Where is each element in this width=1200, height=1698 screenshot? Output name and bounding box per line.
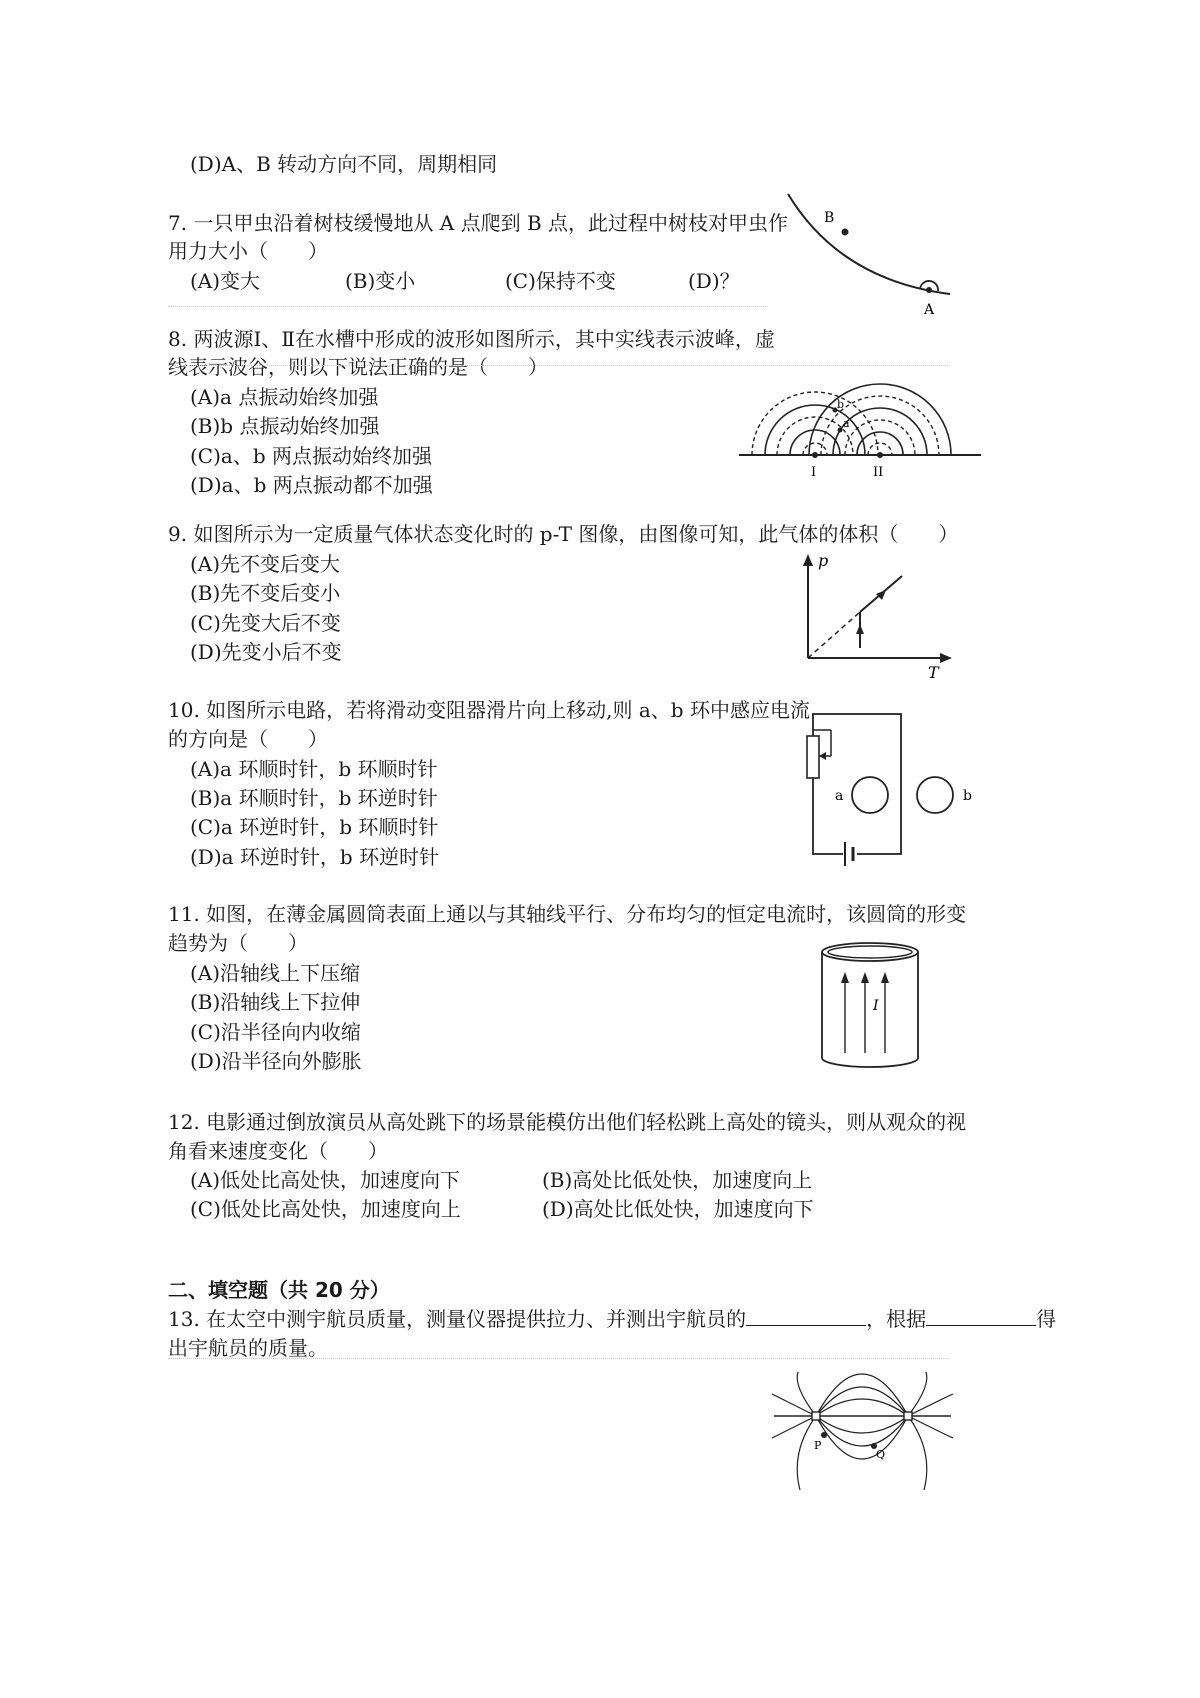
q8-label-source-ii: II [873, 465, 884, 480]
q8-wave-figure [735, 375, 985, 485]
q13-label-p: P [814, 1439, 822, 1452]
q13-stem-line1 [168, 1305, 1056, 1333]
q8-stem-line1: 8. 两波源Ⅰ、Ⅱ在水槽中形成的波形如图所示，其中实线表示波峰，虚 [168, 327, 775, 351]
q10-option-a: (A)a 环顺时针，b 环顺时针 [190, 757, 438, 781]
q7-stem-line1: 7. 一只甲虫沿着树枝缓慢地从 A 点爬到 B 点，此过程中树枝对甲虫作 [168, 211, 789, 235]
q12-option-b: (B)高处比低处快，加速度向上 [542, 1168, 813, 1192]
q8-label-b: b [837, 398, 845, 411]
q7-label-b: B [824, 210, 835, 226]
q10-circuit-figure [795, 708, 985, 868]
q10-label-a: a [835, 788, 844, 804]
q9-option-d: (D)先变小后不变 [190, 640, 342, 664]
q13-text-part1: 13. 在太空中测宇航员质量，测量仪器提供拉力、并测出宇航员的 [168, 1307, 747, 1331]
q11-option-b: (B)沿轴线上下拉伸 [190, 990, 361, 1014]
q10-option-b: (B)a 环顺时针，b 环逆时针 [190, 786, 438, 810]
q11-label-current: I [873, 998, 879, 1014]
q9-yaxis-label: p [818, 552, 829, 570]
q9-option-b: (B)先不变后变小 [190, 581, 341, 605]
q11-stem-line1: 11. 如图，在薄金属圆筒表面上通以与其轴线平行、分布均匀的恒定电流时，该圆筒的形变 [168, 902, 967, 926]
q7-divider [168, 306, 768, 307]
q13-blank-2[interactable] [926, 1307, 1036, 1326]
q13-blank-1[interactable] [746, 1307, 866, 1326]
q7-stem-line2: 用力大小（ ） [168, 239, 328, 263]
section-2-heading: 二、填空题（共 20 分） [168, 1278, 390, 1302]
q12-option-d: (D)高处比低处快，加速度向下 [542, 1197, 814, 1221]
q9-xaxis-label: T [928, 663, 939, 682]
q9-option-a: (A)先不变后变大 [190, 552, 341, 576]
q13-text-part2: ，根据 [866, 1307, 927, 1331]
q10-option-c: (C)a 环逆时针，b 环顺时针 [190, 815, 439, 839]
q8-option-c: (C)a、b 两点振动始终加强 [190, 444, 432, 468]
q13-divider [168, 1358, 948, 1359]
q11-cylinder-figure [815, 938, 925, 1078]
q7-option-b: (B)变小 [345, 269, 416, 293]
q10-label-b: b [963, 788, 972, 804]
q8-option-b: (B)b 点振动始终加强 [190, 414, 380, 438]
q12-stem-line1: 12. 电影通过倒放演员从高处跳下的场景能模仿出他们轻松跳上高处的镜头，则从观众的视 [168, 1110, 967, 1134]
q11-option-c: (C)沿半径向内收缩 [190, 1020, 361, 1044]
q12-stem-line2: 角看来速度变化（ ） [168, 1139, 388, 1163]
q11-stem-line2: 趋势为（ ） [168, 931, 308, 955]
q6-option-d: (D)A、B 转动方向不同，周期相同 [190, 152, 498, 176]
q8-stem-line2: 线表示波谷，则以下说法正确的是（ ） [168, 355, 548, 379]
q7-option-d: (D)？ [688, 269, 740, 293]
q10-stem-line2: 的方向是（ ） [168, 727, 328, 751]
q11-option-d: (D)沿半径向外膨胀 [190, 1049, 362, 1073]
q13-stem-line2: 出宇航员的质量。 [168, 1336, 328, 1360]
q12-option-a: (A)低处比高处快，加速度向下 [190, 1168, 461, 1192]
q13-field-lines-figure [770, 1372, 955, 1492]
q8-label-a: a [843, 417, 850, 430]
q8-label-source-i: I [811, 465, 817, 480]
q8-option-d: (D)a、b 两点振动都不加强 [190, 473, 433, 497]
q10-option-d: (D)a 环逆时针，b 环逆时针 [190, 845, 440, 869]
q7-branch-figure [780, 190, 960, 320]
q13-label-q: Q [876, 1448, 886, 1461]
q11-option-a: (A)沿轴线上下压缩 [190, 961, 361, 985]
q10-stem-line1: 10. 如图所示电路，若将滑动变阻器滑片向上移动,则 a、b 环中感应电流 [168, 698, 810, 722]
q9-option-c: (C)先变大后不变 [190, 611, 341, 635]
q7-option-c: (C)保持不变 [505, 269, 616, 293]
q9-pt-graph [790, 552, 955, 682]
q8-divider [168, 365, 948, 366]
q8-option-a: (A)a 点振动始终加强 [190, 385, 379, 409]
q13-text-part3: 得 [1036, 1307, 1057, 1331]
q9-stem: 9. 如图所示为一定质量气体状态变化时的 p-T 图像，由图像可知，此气体的体积（ ） [168, 522, 959, 546]
q7-label-a: A [924, 302, 935, 318]
q12-option-c: (C)低处比高处快，加速度向上 [190, 1197, 461, 1221]
q7-option-a: (A)变大 [190, 269, 261, 293]
